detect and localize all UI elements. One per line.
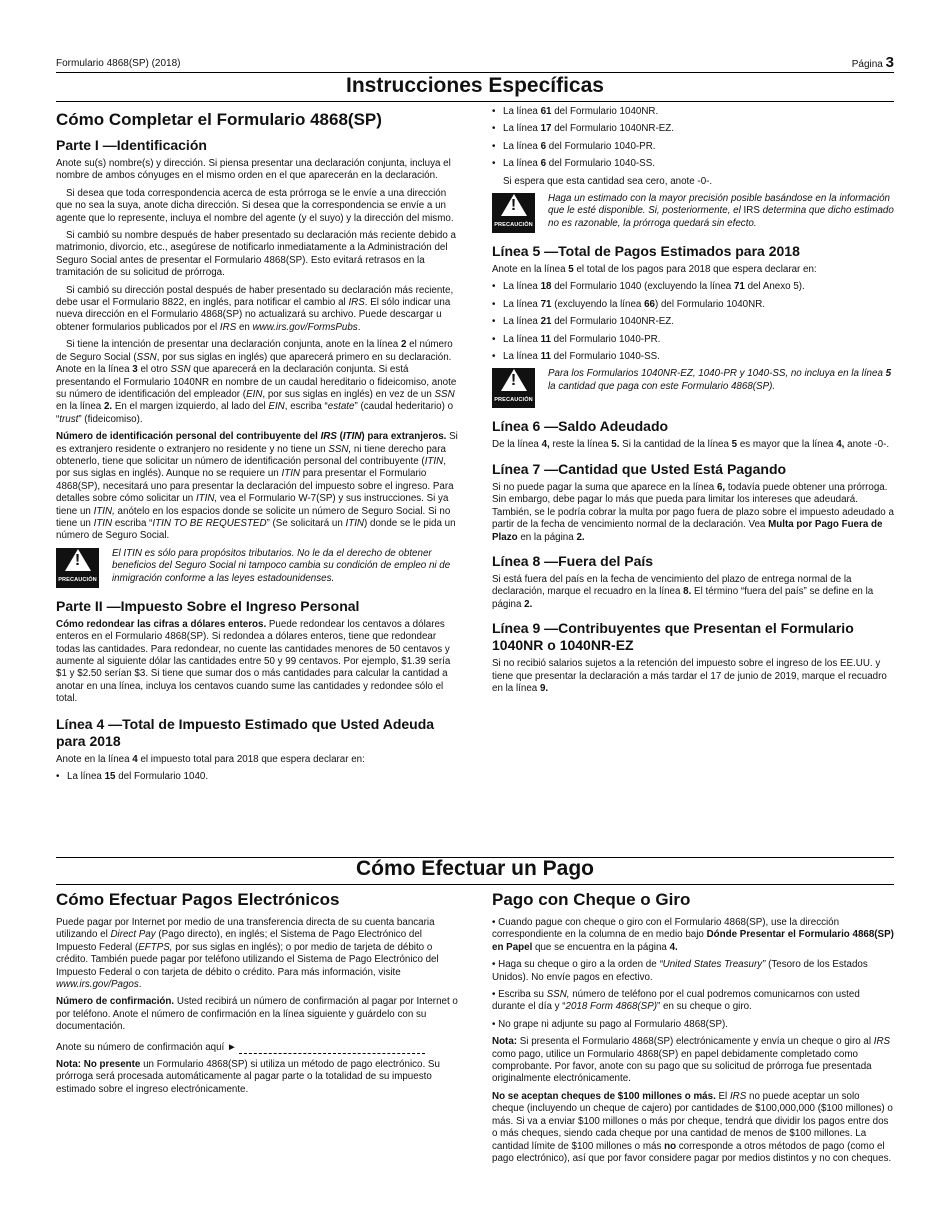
paragraph: Anote su(s) nombre(s) y dirección. Si piensa presentar una declaración conjunta, incluya el nombre de ambos cónyuges en el mismo orden en el que aparecerán en la declaración. (56, 158, 451, 182)
line4-list-continued (492, 106, 894, 171)
caution-text: Haga un estimado con la mayor precisión posible basándose en la información que le esté disponible. Si, posteriormente, el IRS determina que dicho estimado no es razonable, la prórroga quedará sin efecto. (548, 193, 894, 229)
paragraph: • Escriba su SSN, número de teléfono por el cual podremos comunicarnos con usted durante el día y “2018 Form 4868(SP)” en su cheque o giro. (492, 989, 860, 1013)
paragraph: Anote en la línea 4 el impuesto total para 2018 que espera declarar en: (56, 753, 365, 765)
heading-part1: Parte I —Identificación (56, 137, 207, 153)
caution-icon: ! PRECAUCIÓN (56, 548, 99, 588)
zero-note: Si espera que esta cantidad sea cero, anote -0-. (503, 175, 713, 187)
list-item: • La línea 6 del Formulario 1040-SS. (492, 158, 894, 170)
paragraph: • Haga su cheque o giro a la orden de “United States Treasury” (Tesoro de los Estados Unidos). No envíe pagos en efectivo. (492, 959, 868, 983)
list-item: • La línea 15 del Formulario 1040. (56, 771, 458, 783)
forms-pubs-link[interactable]: www.irs.gov/FormsPubs (252, 321, 358, 333)
paragraph-note: Nota: No presente un Formulario 4868(SP) si utiliza un método de pago electrónico. Su prórroga será procesada automáticamente al pagar parte o la totalidad de su impuesto estimado sobre el ingreso electrónicamente. (56, 1059, 440, 1095)
heading-part2: Parte II —Impuesto Sobre el Ingreso Personal (56, 597, 360, 614)
paragraph: Anote en la línea 5 el total de los pagos para 2018 que espera declarar en: (492, 264, 817, 276)
paragraph: Si cambió su nombre después de haber presentado su declaración más reciente debido a matrimonio, divorcio, etc., asegúrese de notificarlo inmediatamente a la Administración del Seguro Social antes de presentar el Formulario 4868(SP). Esto evitará retrasos en la tramitación de su solicitud de prórroga. (56, 230, 456, 279)
list-item: • La línea 71 (excluyendo la línea 66) del Formulario 1040NR. (492, 299, 894, 311)
paragraph-note: Nota: Si presenta el Formulario 4868(SP) electrónicamente y envía un cheque o giro al IRS como pago, utilice un Formulario 4868(SP) en papel debidamente completado como comprobante. Por favor, anote con su pago que su solicitud de prórroga fue presentada originalmente electrónicamente. (492, 1036, 891, 1085)
paragraph: • No grape ni adjunte su pago al Formulario 4868(SP). (492, 1018, 728, 1030)
paragraph-large-checks: No se aceptan cheques de $100 millones o más. El IRS no puede aceptar un solo cheque (incluyendo un cheque de cajero) por cantidades de $100,000,000 ($100 millones) o más. Si va a enviar $100 millones o más por cheque, tendrá que dividir los pagos entre dos o más cheques, siendo cada cheque por una cantidad de menos de $100 millones. La cantidad límite de $100 millones o más no corresponde a otros métodos de pago (como el pago electrónico), así que por favor considere pagar por medios distintos y no con cheques. (492, 1090, 893, 1164)
left-column-bottom (56, 890, 458, 1101)
caution-text: El ITIN es sólo para propósitos tributarios. No le da el derecho de obtener beneficios del Seguro Social ni tampoco cambia su condición de empleo ni de inmigración conforme a las leyes estadounidenses. (112, 547, 451, 584)
right-column-bottom (492, 890, 894, 1170)
section-title-specific-instructions: Instrucciones Específicas (346, 74, 604, 97)
paragraph-rounding: Cómo redondear las cifras a dólares enteros. Puede redondear los centavos a dólares enteros en el Formulario 4868(SP). Si redondea a dólares enteros, tiene que redondear todas las cantidades. Para redondear, no cuente las cantidades menores de 50 centavos y aumente al siguiente dólar las cantidades entre 50 y 99 centavos. Por ejemplo, $1.39 sería $1 y $2.50 serían $3. Si tiene que sumar dos o más cantidades para calcular la cantidad a anotar en una línea, incluya los centavos cuando sume las cantidades y redondee sólo el total. (56, 618, 451, 705)
right-column-top (492, 106, 894, 700)
page-header (56, 54, 894, 73)
paragraph-itin: Número de identificación personal del contribuyente del IRS (ITIN) para extranjeros. Si es extranjero residente o extranjero no residente y no tiene un SSN, ni tiene derecho para obtenerlo, tiene que solicitar un número de identificación personal del contribuyente (ITIN, por sus siglas en inglés). Aunque no se requiere un ITIN para presentar el Formulario 4868(SP), necesitará uno para presentar la declaración del impuesto sobre el ingreso. Para detalles sobre cómo solicitar un ITIN, vea el Formulario W-7(SP) y sus instrucciones. Si ya tiene un ITIN, anótelo en los espacios donde se solicite un número de Seguro Social. Si no tiene un ITIN escriba “ITIN TO BE REQUESTED” (Se solicitará un ITIN) donde se le pida un número de Seguro Social. (56, 431, 458, 542)
page (56, 0, 894, 1230)
caution-box (492, 193, 894, 233)
form-title: Formulario 4868(SP) (2018) (56, 58, 181, 69)
line4-list (56, 771, 458, 783)
section-title-payment: Cómo Efectuar un Pago (355, 857, 595, 880)
list-item: • La línea 6 del Formulario 1040-PR. (492, 141, 894, 153)
paragraph-confirmation: Número de confirmación. Usted recibirá un número de confirmación al pagar por Internet o por teléfono. Anote el número de confirmación en la línea siguiente y guárdelo con su documentación. (56, 996, 458, 1033)
list-item: • La línea 17 del Formulario 1040NR-EZ. (492, 123, 894, 135)
heading-line8: Línea 8 —Fuera del País (492, 552, 654, 569)
heading-line5: Línea 5 —Total de Pagos Estimados para 2018 (492, 243, 800, 260)
list-item: • La línea 11 del Formulario 1040-PR. (492, 334, 894, 346)
line5-list (492, 281, 894, 363)
paragraph: De la línea 4, reste la línea 5. Si la cantidad de la línea 5 es mayor que la línea 4, anote -0-. (492, 439, 890, 451)
heading-line6: Línea 6 —Saldo Adeudado (492, 418, 669, 435)
list-item: • La línea 21 del Formulario 1040NR-EZ. (492, 316, 894, 328)
left-column-top (56, 110, 458, 788)
paragraph: • Cuando pague con cheque o giro con el Formulario 4868(SP), use la dirección correspondiente en la columna de en medio bajo Dónde Presentar el Formulario 4868(SP) en Papel que se encuentra en la página 4. (492, 917, 894, 953)
title-rule (56, 884, 894, 885)
confirmation-entry: Anote su número de confirmación aquí ► (56, 1042, 458, 1054)
caution-icon: ! PRECAUCIÓN (492, 193, 535, 233)
caution-box (56, 548, 458, 588)
heading-check-payment: Pago con Cheque o Giro (492, 890, 691, 909)
title-rule (56, 101, 894, 102)
caution-box (492, 368, 894, 408)
list-item: • La línea 61 del Formulario 1040NR. (492, 106, 894, 118)
caution-text: Para los Formularios 1040NR-EZ, 1040-PR y 1040-SS, no incluya en la línea 5 la cantidad que paga con este Formulario 4868(SP). (548, 368, 892, 392)
list-item: • La línea 11 del Formulario 1040-SS. (492, 351, 894, 363)
paragraph: Puede pagar por Internet por medio de una transferencia directa de su cuenta bancaria utilizando el Direct Pay (Pago directo), en inglés; el Sistema de Pago Electrónico del Impuesto Federal (EFTPS, por sus siglas en inglés); o por medio de tarjeta de débito o crédito. También puede pagar por teléfono utilizando el Sistema de Pago Electrónico del Impuesto Federal o con tarjeta de débito o crédito. Para más información, visite www.irs.gov/Pagos. (56, 917, 439, 991)
confirmation-number-field[interactable] (239, 1053, 425, 1054)
paragraph: Si tiene la intención de presentar una declaración conjunta, anote en la línea 2 el número de Seguro Social (SSN, por sus siglas en inglés) que aparecerá primero en su declaración. Anote en la línea 3 el otro SSN que aparecerá en la declaración conjunta. Si está presentando el Formulario 1040NR en nombre de un caudal hereditario o fideicomiso, anote su número de identificación del empleador (EIN, por sus siglas en inglés) en vez de un SSN en la línea 2. En el margen izquierdo, al lado del EIN, escriba “estate” (caudal hederitario) o “trust” (fideicomiso). (56, 339, 457, 425)
caution-icon: ! PRECAUCIÓN (492, 368, 535, 408)
paragraph: Si cambió su dirección postal después de haber presentado su declaración más reciente, debe usar el Formulario 8822, en inglés, para notificar el cambio al IRS. El sólo indicar una nueva dirección en el Formulario 4868(SP) no actualizará su archivo. Puede descargar u obtener formularios publicados por el IRS en www.irs.gov/FormsPubs. (56, 284, 454, 333)
heading-electronic-payments: Cómo Efectuar Pagos Electrónicos (56, 890, 340, 909)
paragraph: Si desea que toda correspondencia acerca de esta prórroga se le envíe a una dirección que no sea la suya, anote dicha dirección. Si desea que la correspondencia se envíe a un agente que lo represente, incluya el nombre del agente (y el suyo) y la dirección del mismo. (56, 187, 454, 224)
paragraph: Si no recibió salarios sujetos a la retención del impuesto sobre el ingreso de los EE.UU. y tiene que presentar la declaración a más tardar el 17 de junio de 2019, marque el recuadro en la línea 9. (492, 658, 887, 694)
list-item: • La línea 18 del Formulario 1040 (excluyendo la línea 71 del Anexo 5). (492, 281, 894, 293)
paragraph: Si está fuera del país en la fecha de vencimiento del plazo de entrega normal de la declaración, marque el recuadro en la línea 8. El término “fuera del país” se define en la página 2. (492, 573, 874, 610)
heading-line7: Línea 7 —Cantidad que Usted Está Pagando (492, 460, 787, 477)
heading-line9: Línea 9 —Contribuyentes que Presentan el Formulario 1040NR o 1040NR-EZ (492, 620, 854, 654)
heading-line4: Línea 4 —Total de Impuesto Estimado que Usted Adeuda para 2018 (56, 715, 435, 749)
pagos-link[interactable]: www.irs.gov/Pagos (56, 979, 139, 991)
page-number: Página 3 (851, 54, 894, 71)
heading-how-to-complete: Cómo Completar el Formulario 4868(SP) (56, 110, 382, 129)
paragraph: Si no puede pagar la suma que aparece en la línea 6, todavía puede obtener una prórroga. Sin embargo, debe pagar lo más que pueda para limitar los intereses que adeudará. También, se le podría cobrar la multa por pago fuera de plazo sobre el impuesto adeudado a partir de la fecha de vencimiento normal de la declaración. Vea Multa por Pago Fuera de Plazo en la página 2. (492, 481, 894, 543)
